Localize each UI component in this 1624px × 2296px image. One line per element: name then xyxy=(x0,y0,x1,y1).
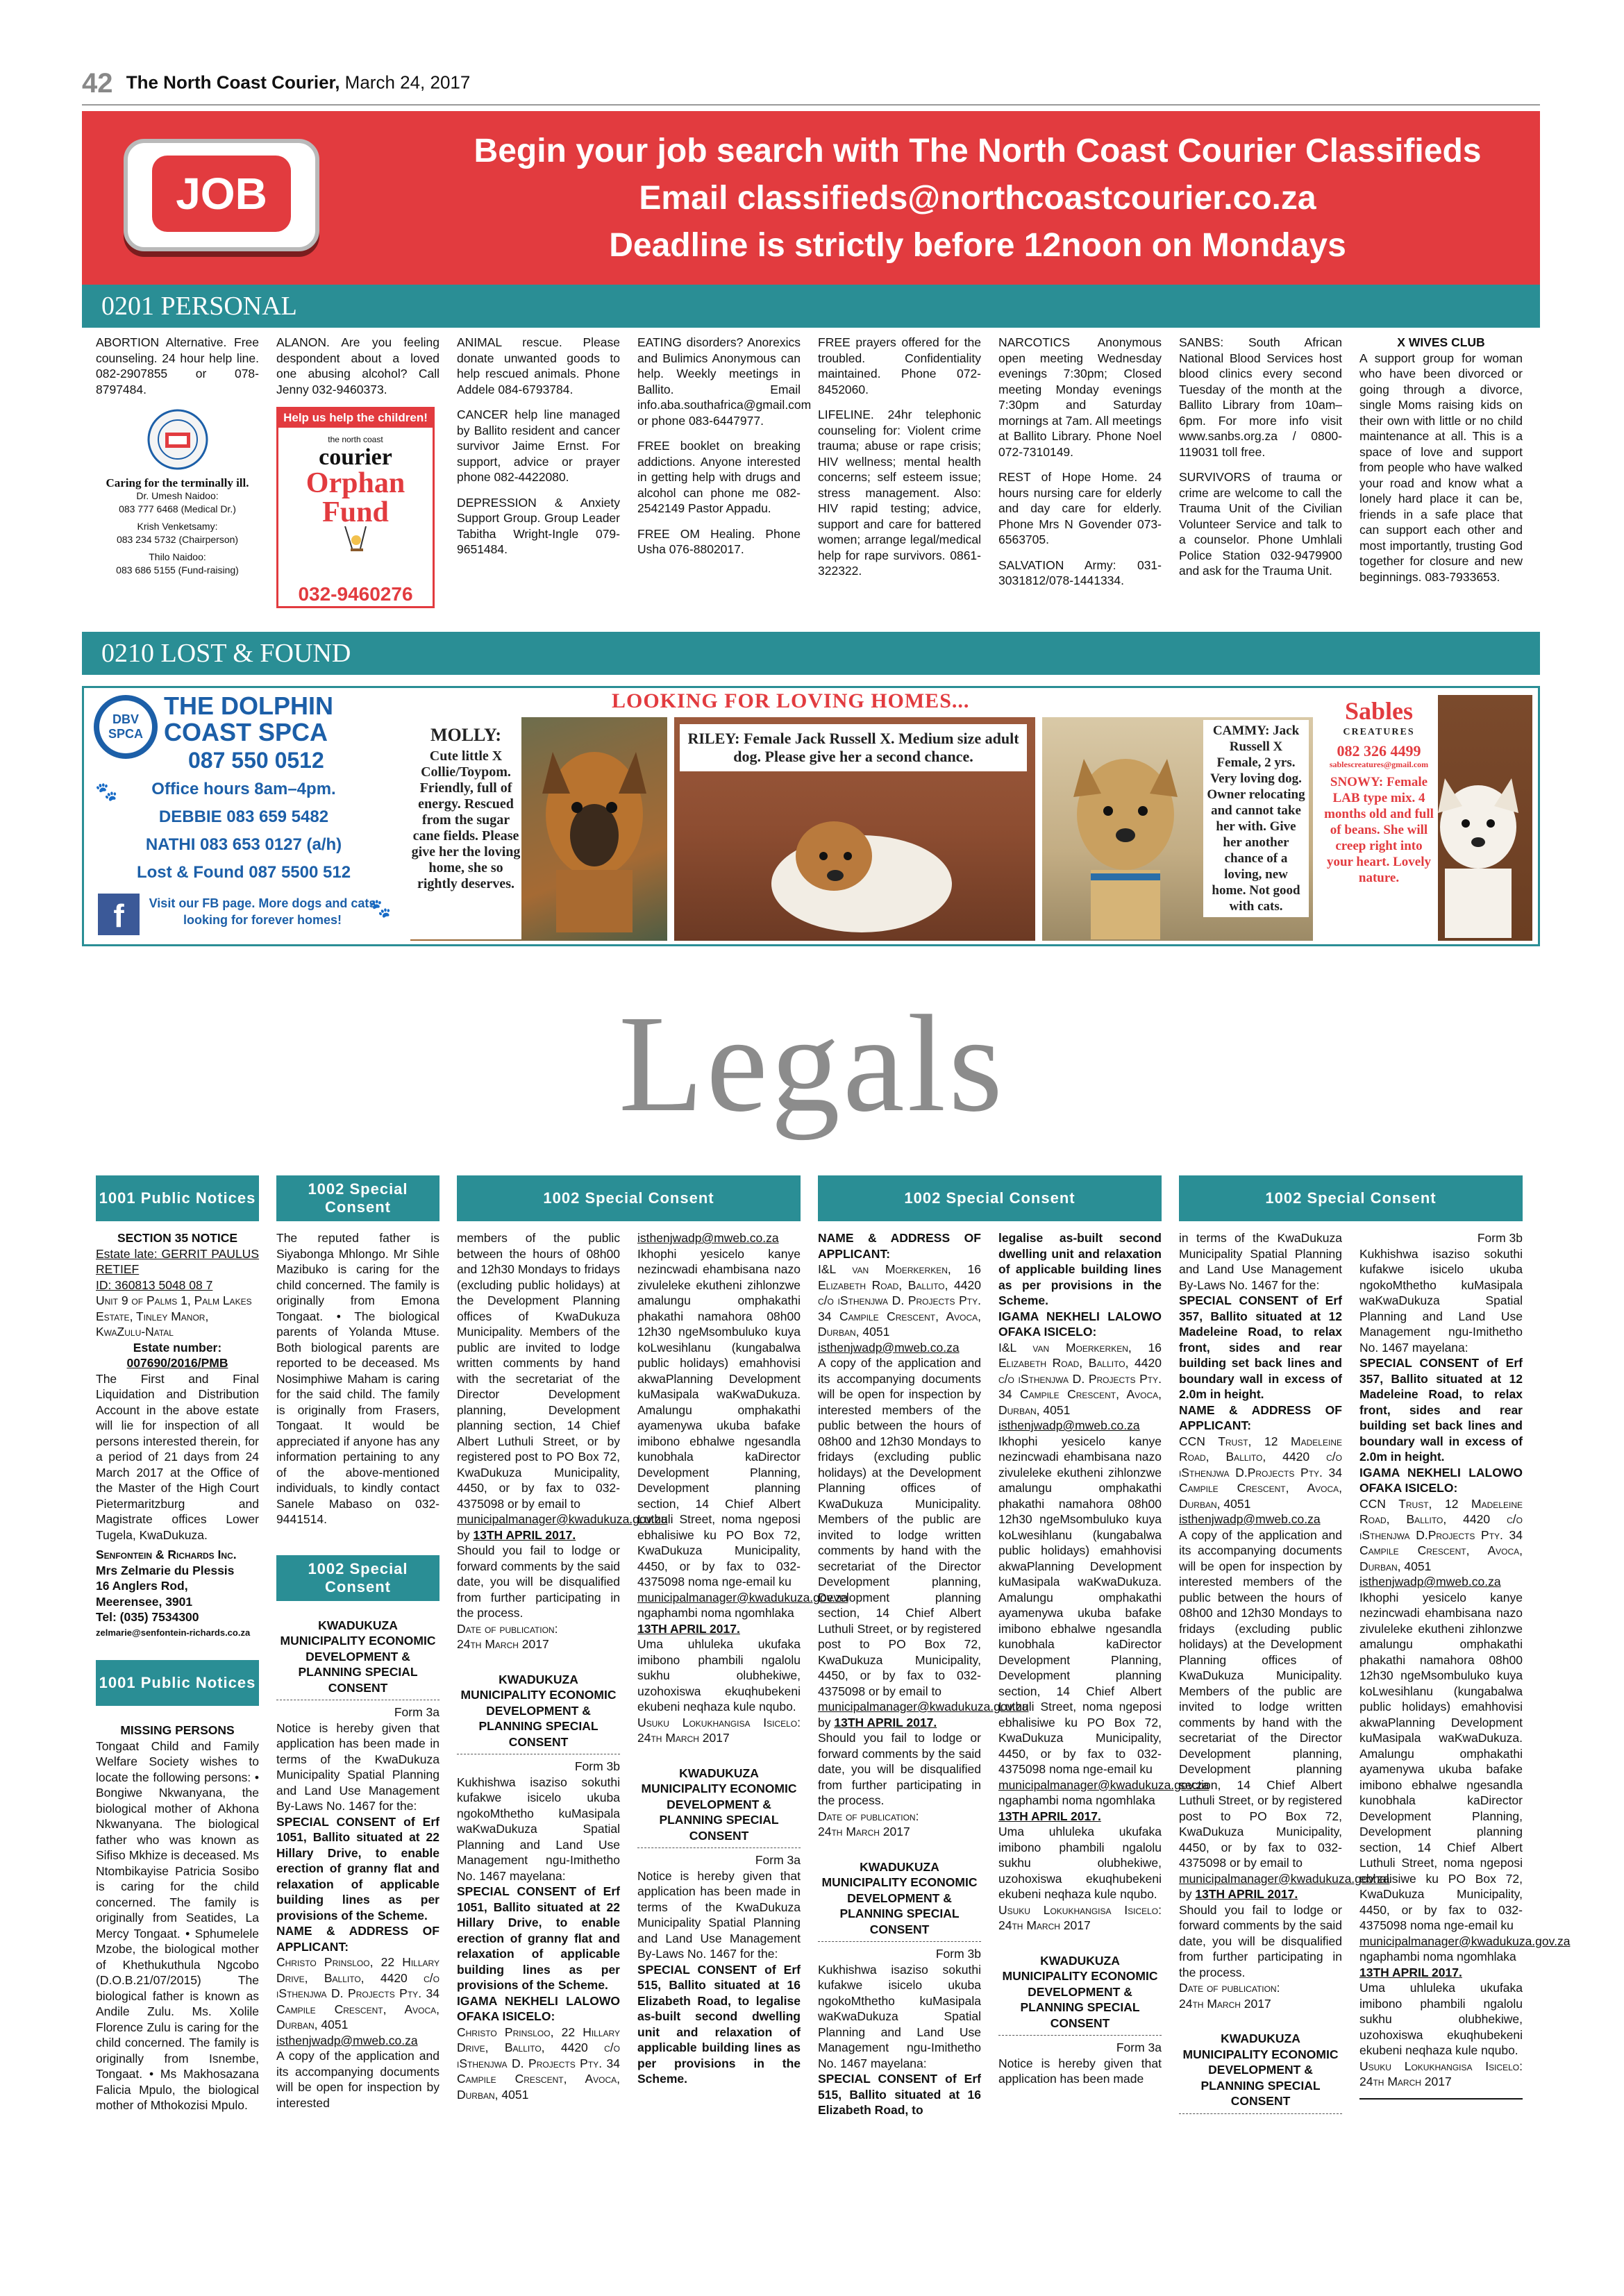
cat-1001-public-notices: 1001 Public Notices xyxy=(96,1175,259,1221)
ngaphambi-text: ngaphambi noma ngomhlaka xyxy=(1359,1950,1516,1963)
fail-text: Should you fail to lodge or forward comments by the said date, you will be disqualified from further participating in the process. xyxy=(1179,1902,1342,1979)
hospice-caption: Caring for the terminally ill. xyxy=(106,476,249,489)
municipal-email[interactable]: municipalmanager@kwadukuza.gov.za xyxy=(1359,1934,1571,1948)
legals-title xyxy=(0,984,1624,1143)
spca-office-hours: Office hours 8am–4pm. xyxy=(151,780,336,798)
estate-number: 007690/2016/PMB xyxy=(126,1356,228,1370)
estate-late: Estate late: GERRIT PAULUS RETIEF xyxy=(96,1246,259,1276)
hospice-line: Dr. Umesh Naidoo: xyxy=(136,490,219,501)
zulu-body: Ikhophi yesicelo kanye nezincwadi ehambisana nazo zivuleleke ekutheni zihlonzwe amalungu omphakathi phakathi namahora 08h00 12h30 ngeMsombuluko kuya koLwesihlanu (kungabalwa public holidays) emahhovisi akwaPlanning Development kuMasipala waKwaDukuza. Amalungu omphakathi ayamenywa ukuba bafake imibono ebhalwe ngesandla kunobhala kaDirector Development Planning, Development planning section, 14 Chief Albert Luthuli Street, noma ngeposi ebhalisiwe ku PO Box 72, KwaDukuza Municipality, 4450, or by fax to 032-4375098 noma nge-email ku xyxy=(998,1434,1162,1776)
by-text: by xyxy=(1179,1887,1192,1901)
applicant-email[interactable]: isthenjwadp@mweb.co.za xyxy=(1359,1575,1501,1589)
riley-caption: RILEY: Female Jack Russell X. Medium size adult dog. Please give her a second chance. xyxy=(680,724,1027,771)
publication-label: Date of publication: xyxy=(1179,1981,1280,1995)
sables-email: sablescreatures@gmail.com xyxy=(1329,760,1429,769)
deadline-date: 13TH APRIL 2017. xyxy=(834,1715,937,1729)
svg-text:SPCA: SPCA xyxy=(108,727,144,741)
notice-cancer: CANCER help line managed by Ballito resident and cancer survivor Jaime Ernst. For support, advice or prayer phone 082-4422080. xyxy=(457,408,620,484)
municipal-email[interactable]: municipalmanager@kwadukuza.gov.za xyxy=(998,1777,1209,1792)
copy-text: A copy of the application and its accompanying documents will be open for inspection by interested xyxy=(276,2049,440,2110)
legals-col-2 xyxy=(276,1230,440,2111)
firm-tel: Tel: (035) 7534300 xyxy=(96,1610,199,1624)
form-label: Form 3b xyxy=(574,1759,620,1773)
by-text: by xyxy=(818,1715,831,1729)
section-heading-lost-found: 0210 LOST & FOUND xyxy=(82,632,1540,675)
hospice-ad xyxy=(96,407,259,577)
publication-label: Date of publication: xyxy=(818,1809,919,1823)
kwadukuza-heading: KWADUKUZA MUNICIPALITY ECONOMIC DEVELOPMENT & PLANNING SPECIAL CONSENT xyxy=(460,1672,617,1749)
sables-sub: CREATURES xyxy=(1343,727,1415,737)
estate-number-label: Estate number: xyxy=(133,1340,222,1355)
zulu-notice: Kukhishwa isaziso sokuthi kufakwe isicelo ukuba ngokoMthetho kuMasipala waKwaDukuza Spatial Planning and Land Use Management ngu-Imithetho No. 1467 mayelana: xyxy=(1359,1246,1523,1355)
applicant-email[interactable]: isthenjwadp@mweb.co.za xyxy=(276,2033,418,2047)
issue-date: March 24, 2017 xyxy=(344,72,471,93)
personal-col-8 xyxy=(1359,335,1523,594)
banner-text xyxy=(443,128,1512,269)
cat-1002-special-consent: 1002 Special Consent xyxy=(276,1555,440,1601)
fail-text: Should you fail to lodge or forward comments by the said date, you will be disqualified from further participating in the process. xyxy=(457,1543,620,1620)
hospice-line: 083 234 5732 (Chairperson) xyxy=(116,534,239,545)
municipal-email[interactable]: municipalmanager@kwadukuza.gov.za xyxy=(457,1512,668,1526)
cat-1002-special-consent: 1002 Special Consent xyxy=(276,1175,440,1221)
igama-label: IGAMA NEKHELI LALOWO OFAKA ISICELO: xyxy=(998,1309,1162,1339)
sables-brand: Sables xyxy=(1344,697,1414,725)
applicant: I&L van Moerkerken, 16 Elizabeth Road, Ballito, 4420 c/o iSthenjwa D. Projects Pty. 34 Campile Crescent, Avoca, Durban, 4051 xyxy=(818,1262,981,1339)
applicant: Christo Prinsloo, 22 Hillary Drive, Ballito, 4420 c/o iSthenjwa D. Projects Pty. 34 Campile Crescent, Avoca, Durban, 4051 xyxy=(457,2025,620,2102)
notice-lifeline: LIFELINE. 24hr telephonic counseling for: Violent crime trauma; abuse or rape crisis; HIV wellness; mental health concerns; self esteem issue; stress management. Also: HIV rapid testing; advice, support and care for battered women; arrange legal/medical help for rape survivors. 0861-322322. xyxy=(818,408,981,578)
notice-consent: SPECIAL CONSENT of Erf 357, Ballito situated at 12 Madeleine Road, to relax front, sides and rear building set back lines and boundary wall in excess of 2.0m in height. xyxy=(1179,1293,1342,1401)
usuku-text: Usuku Lokukhangisa Isicelo: 24th March 2017 xyxy=(1359,2059,1523,2088)
deadline-date: 13TH APRIL 2017. xyxy=(1359,1965,1462,1979)
applicant: CCN Trust, 12 Madeleine Road, Ballito, 4420 c/o iSthenjwa D.Projects Pty. 34 Campile Crescent, Avoca, Durban, 4051 xyxy=(1179,1434,1342,1511)
publication-date: 24th March 2017 xyxy=(457,1637,549,1651)
notice-salvation: SALVATION Army: 031-3031812/078-1441334. xyxy=(998,558,1162,587)
zulu-notice: Kukhishwa isaziso sokuthi kufakwe isicelo ukuba ngokoMthetho kuMasipala waKwaDukuza Spatial Planning and Land Use Management ngu-Imithetho No. 1467 mayelana: xyxy=(457,1775,620,1883)
photo-cammy xyxy=(1042,717,1313,941)
copy-text-cont: members of the public between the hours of 08h00 and 12h30 Mondays to fridays (excluding public holidays) at the Development Planning offices of KwaDukuza Municipality. Members of the public are invited to lodge written comments by hand with the secretariat of the Director Development planning, Development planning section, 14 Chief Albert Luthuli Street, or by registered post to PO Box 72, KwaDukuza Municipality, 4450, or by fax to 032-4375098 or by email to xyxy=(457,1231,620,1511)
orphan-brand: courier xyxy=(319,444,392,470)
orphan-brand-small: the north coast xyxy=(328,434,383,444)
zulu-notice: Kukhishwa isaziso sokuthi kufakwe isicelo ukuba ngokoMthetho kuMasipala waKwaDukuza Spatial Planning and Land Use Management ngu-Imithetho No. 1467 mayelana: xyxy=(818,1962,981,2070)
ngaphambi-text: ngaphambi noma ngomhlaka xyxy=(637,1606,794,1620)
notice-survivors: SURVIVORS of trauma or crime are welcome to call the Trauma Unit of the Civilian Volunteer Service and talk to a counselor. Phone Umhlali Police Station 032-9479900 and ask for the Trauma Unit. xyxy=(1179,470,1342,578)
kwadukuza-heading: KWADUKUZA MUNICIPALITY ECONOMIC DEVELOPMENT & PLANNING SPECIAL CONSENT xyxy=(821,1859,978,1936)
personal-col-6 xyxy=(998,335,1162,598)
form-label: Form 3a xyxy=(755,1853,801,1867)
paper-name: The North Coast Courier, xyxy=(126,72,340,93)
firm-address-2: Meerensee, 3901 xyxy=(96,1594,193,1609)
uma-text: Uma uhluleka ukufaka imibono phambili ngalolu sukhu olubhekiwe, uzohoxiswa ekuqhubekeni ekubeni neqhaza kule nqubo. xyxy=(998,1825,1162,1901)
estate-address: Unit 9 of Palms 1, Palm Lakes Estate, Tinley Manor, KwaZulu-Natal xyxy=(96,1293,252,1339)
notice-consent: SPECIAL CONSENT of Erf 1051, Ballito situated at 22 Hillary Drive, to enable erection of granny flat and relaxation of applicable building lines as per provisions of the Scheme. xyxy=(276,1814,440,1922)
page-number: 42 xyxy=(82,68,113,99)
hospice-line: 083 777 6468 (Medical Dr.) xyxy=(119,503,236,514)
igama-label: IGAMA NEKHELI LALOWO OFAKA ISICELO: xyxy=(1359,1465,1523,1495)
personal-col-7 xyxy=(1179,335,1342,589)
divider xyxy=(818,1941,981,1942)
orphan-title-1: Orphan xyxy=(305,467,405,499)
firm-contact: Mrs Zelmarie du Plessis xyxy=(96,1563,235,1577)
paw-icon: 🐾 xyxy=(369,898,392,919)
notice-booklet: FREE booklet on breaking addictions. Anyone interested in getting help with drugs and alcohol can phone me 082-2542149 Pastor Appadu. xyxy=(637,439,801,515)
snowy-desc: SNOWY: Female LAB type mix. 4 months old and full of beans. She will creep right into your heart. Lovely nature. xyxy=(1324,775,1434,885)
notice-text: Notice is hereby given that application has been made xyxy=(998,2056,1162,2086)
spca-debbie: DEBBIE 083 659 5482 xyxy=(158,807,329,826)
sables-caption xyxy=(1320,695,1438,941)
molly-caption xyxy=(410,717,521,939)
zulu-consent-cont: legalise as-built second dwelling unit and relaxation of applicable building lines as per provisions in the Scheme. xyxy=(998,1231,1162,1307)
section35-body: The First and Final Liquidation and Distribution Account in the above estate will lie for inspection of all persons interested therein, for a period of 21 days from 24 March 2017 at the Office of the Master of the High Court Pietermaritzburg and Magistrate offices Lower Tugela, KwaDukuza. xyxy=(96,1371,259,1542)
personal-col-5 xyxy=(818,335,981,589)
form-label: Form 3b xyxy=(1477,1231,1523,1245)
firm-name: Senfontein & Richards Inc. xyxy=(96,1548,237,1561)
notice-text: Notice is hereby given that application has been made in terms of the KwaDukuza Municipality Spatial Planning and Land Use Management By-Laws No. 1467 for the: xyxy=(637,1868,801,1961)
notice-abortion: ABORTION Alternative. Free counseling. 24 hour help line. 082-2907855 or 078-8797484. xyxy=(96,335,259,396)
name-address-label: NAME & ADDRESS OF APPLICANT: xyxy=(276,1924,440,1954)
deadline-date: 13TH APRIL 2017. xyxy=(637,1621,740,1636)
divider xyxy=(998,2035,1162,2036)
legals-col-7 xyxy=(1179,1230,1390,2118)
fail-text: Should you fail to lodge or forward comments by the said date, you will be disqualified from further participating in the process. xyxy=(818,1731,981,1807)
hospice-line: Thilo Naidoo: xyxy=(149,551,206,562)
spca-panel xyxy=(91,692,400,942)
notice-alanon: ALANON. Are you feeling despondent about a loved one abusing alcohol? Call Jenny 032-9460373. xyxy=(276,335,440,396)
firm-email: zelmarie@senfontein-richards.co.za xyxy=(96,1627,251,1638)
municipal-email[interactable]: municipalmanager@kwadukuza.gov.za xyxy=(1179,1871,1390,1886)
zulu-consent: SPECIAL CONSENT of Erf 1051, Ballito situated at 22 Hillary Drive, to enable erection of granny flat and relaxation of applicable building lines as per provisions of the Scheme. xyxy=(457,1884,620,1992)
legals-title-text: Legals xyxy=(618,987,1006,1141)
spca-fb-text: Visit our FB page. More dogs and cats looking for forever homes! xyxy=(149,896,376,927)
legals-col-1 xyxy=(96,1230,259,2118)
banner-line-1: Begin your job search with The North Coast Courier Classifieds xyxy=(474,133,1482,169)
personal-col-2 xyxy=(276,335,440,608)
notice-text: Notice is hereby given that application has been made in terms of the KwaDukuza Municipality Spatial Planning and Land Use Management By-Laws No. 1467 for the: xyxy=(276,1720,440,1813)
facebook-icon[interactable]: f xyxy=(98,894,140,935)
applicant-email[interactable]: isthenjwadp@mweb.co.za xyxy=(818,1340,960,1355)
notice-sanbs: SANBS: South African National Blood Services host blood clinics every second Tuesday of the month at the Ballito Library from 10am–6pm. For more info visit www.sanbs.org.za / 0800-119031 toll free. xyxy=(1179,335,1342,459)
end-rule xyxy=(1359,2098,1523,2100)
dog-icon xyxy=(757,794,966,939)
copy-text: A copy of the application and its accompanying documents will be open for inspection by interested members of the public between the hours of 08h00 and 12h30 Mondays to fridays (excluding public holidays) at the Development Planning offices of KwaDukuza Municipality. Members of the public are invited to lodge written comments by hand with the secretariat of the Director Development planning, Development planning section, 14 Chief Albert Luthuli Street, or by registered post to PO Box 72, KwaDukuza Municipality, 4450, or by fax to 032-4375098 or by email to xyxy=(818,1356,981,1698)
igama-label: IGAMA NEKHELI LALOWO OFAKA ISICELO: xyxy=(457,1993,620,2023)
sables-phone: 082 326 4499 xyxy=(1337,742,1421,760)
paw-icon: 🐾 xyxy=(95,781,118,802)
legals-col-5 xyxy=(818,1230,1029,2118)
notice-animal: ANIMAL rescue. Please donate unwanted goods to help rescued animals. Phone Addele 084-6793784. xyxy=(457,335,620,396)
divider xyxy=(637,1847,801,1848)
applicant: Christo Prinsloo, 22 Hillary Drive, Ballito, 4420 c/o iSthenjwa D. Projects Pty. 34 Campile Crescent, Avoca, Durban, 4051 xyxy=(276,1955,440,2031)
dog-icon xyxy=(528,731,660,932)
municipal-email[interactable]: municipalmanager@kwadukuza.gov.za xyxy=(818,1700,1029,1713)
personal-col-4 xyxy=(637,335,812,567)
kwadukuza-heading: KWADUKUZA MUNICIPALITY ECONOMIC DEVELOPMENT & PLANNING SPECIAL CONSENT xyxy=(641,1766,797,1843)
form-label: Form 3b xyxy=(935,1947,981,1961)
lost-found-ad xyxy=(82,686,1540,946)
applicant: CCN Trust, 12 Madeleine Road, Ballito, 4420 c/o iSthenjwa D.Projects Pty. 34 Campile Crescent, Avoca, Durban, 4051 xyxy=(1359,1496,1523,1573)
orphan-help-text: Help us help the children! xyxy=(278,409,433,428)
banner-line-3: Deadline is strictly before 12noon on Mondays xyxy=(609,227,1346,264)
photo-molly xyxy=(410,717,667,941)
notice-om: FREE OM Healing. Phone Usha 076-8802017. xyxy=(637,526,801,556)
spca-title-2: COAST SPCA xyxy=(164,718,328,746)
spca-phone: 087 550 0512 xyxy=(188,748,324,773)
deadline-date: 13TH APRIL 2017. xyxy=(998,1809,1101,1823)
divider xyxy=(1179,2113,1342,2114)
uma-text: Uma uhluleka ukufaka imibono phambili ngalolu sukhu olubhekiwe, uzohoxiswa ekuqhubekeni ekubeni neqhaza kule nqubo. xyxy=(1359,1981,1523,2057)
missing-persons-title: MISSING PERSONS xyxy=(120,1723,235,1737)
legals-col-8 xyxy=(1359,1230,1571,2100)
name-address-label: NAME & ADDRESS OF APPLICANT: xyxy=(818,1231,981,1261)
photo-riley xyxy=(674,717,1035,941)
uma-text: Uma uhluleka ukufaka imibono phambili ngalolu sukhu olubhekiwe, uzohoxiswa ekuqhubekeni ekubeni neqhaza kule nqubo. xyxy=(637,1637,801,1713)
molly-name: MOLLY: xyxy=(430,725,502,745)
publication-date: 24th March 2017 xyxy=(1179,1996,1271,2011)
notice-xwives: A support group for woman who have been divorced or going through a divorce, single Moms raising kids on their own with little or no child maintenance at all. This is a space of love and support from people who have walked your road and know what a lonely hard place it can be, friends in a safe place that can support each other and most importantly, trusting God together for closure and new beginnings. 083-7933653. xyxy=(1359,351,1523,584)
section-heading-personal: 0201 PERSONAL xyxy=(82,285,1540,328)
orphan-phone: 032-9460276 xyxy=(298,583,413,605)
estate-id: ID: 360813 5048 08 7 xyxy=(96,1277,213,1292)
job-banner[interactable] xyxy=(82,111,1540,288)
applicant-email[interactable]: isthenjwadp@mweb.co.za xyxy=(1179,1512,1321,1526)
notice-rest-of-hope: REST of Hope Home. 24 hours nursing care for elderly and day care for elderly. Phone Mrs N Govender 073-6563705. xyxy=(998,470,1162,546)
cat-1002-special-consent: 1002 Special Consent xyxy=(457,1175,801,1221)
applicant-email[interactable]: isthenjwadp@mweb.co.za xyxy=(998,1418,1140,1432)
usuku-text: Usuku Lokukhangisa Isicelo: 24th March 2017 xyxy=(998,1902,1162,1932)
usuku-text: Usuku Lokukhangisa Isicelo: 24th March 2017 xyxy=(637,1715,801,1745)
deadline-date: 13TH APRIL 2017. xyxy=(1195,1887,1298,1901)
legals-col-3 xyxy=(457,1230,668,2102)
zulu-consent: SPECIAL CONSENT of Erf 357, Ballito situated at 12 Madeleine Road, to relax front, sides and rear building set back lines and boundary wall in excess of 2.0m in height. xyxy=(1359,1356,1523,1464)
spca-lost-found: Lost & Found 087 5500 512 xyxy=(136,863,351,882)
notice-text-cont: in terms of the KwaDukuza Municipality Spatial Planning and Land Use Management By-Laws No. 1467 for the: xyxy=(1179,1231,1342,1292)
spca-badge-icon xyxy=(91,692,160,762)
orphan-fund-ad xyxy=(276,407,435,608)
publication-label: Date of publication: xyxy=(457,1621,558,1636)
publication-date: 24th March 2017 xyxy=(818,1825,910,1838)
legals-col-4 xyxy=(637,1230,848,2087)
zulu-consent: SPECIAL CONSENT of Erf 515, Ballito situated at 16 Elizabeth Road, to xyxy=(818,2072,981,2117)
zulu-body: Ikhophi yesicelo kanye nezincwadi ehambisana nazo zivuleleke ekutheni zihlonzwe amalungu omphakathi phakathi namahora 08h00 12h30 ngeMsombuluko kuya koLwesihlanu (kungabalwa public holidays) emahhovisi akwaPlanning Development kuMasipala waKwaDukuza. Amalungu omphakathi ayamenywa ukuba bafake imibono ebhalwe ngesandla kunobhala kaDirector Development Planning, Development planning section, 14 Chief Albert Luthuli Street, noma ngeposi ebhalisiwe ku PO Box 72, KwaDukuza Municipality, 4450, or by fax to 032-4375098 noma nge-email ku xyxy=(1359,1590,1523,1932)
xwives-title: X WIVES CLUB xyxy=(1397,335,1485,349)
deadline-date: 13TH APRIL 2017. xyxy=(473,1527,576,1542)
notice-eating: EATING disorders? Anorexics and Bulimics Anonymous can help. Weekly meetings in Ballito. Email info.aba.southafrica@gmail.com or phone 083-6447977. xyxy=(637,335,812,428)
missing-persons-body: Tongaat Child and Family Welfare Society wishes to locate the following persons: • Bongiwe Nkwanyana, the biological mother of Akhona Nkwanyana. The biological father who was known as Sifiso Mkhize is deceased. Ms Ntombikayise Patricia Sosibo is caring for the child concerned. The family is originally from Seatides, La Mercy Tongaat. • Sphumelele Mzobe, the biological mother of Khethukuthula Ngcobo (D.O.B.21/07/2015) The biological father is known as Andile Zulu. Ms. Xolile Florence Zulu is caring for the child concerned. The family is originally from Isnembe, Tongaat. • Ms Makhosazana Falicia Mpulo, the biological mother of Mthokozisi Mpulo. xyxy=(96,1738,259,2112)
svg-text:DBV: DBV xyxy=(112,712,140,726)
molly-desc: Cute little X Collie/Toypom. Friendly, full of energy. Rescued from the sugar cane fields. Please give her the loving home, she so rightly deserves. xyxy=(411,748,521,891)
personal-col-1 xyxy=(96,335,259,577)
dog-icon xyxy=(1424,764,1532,938)
page-header xyxy=(82,68,470,99)
cat-1002-special-consent: 1002 Special Consent xyxy=(818,1175,1162,1221)
notice-depression: DEPRESSION & Anxiety Support Group. Group Leader Tabitha Wright-Ingle 079-9651484. xyxy=(457,495,620,556)
banner-line-2: Email classifieds@northcoastcourier.co.za xyxy=(639,180,1316,217)
applicant-email[interactable]: isthenjwadp@mweb.co.za xyxy=(637,1231,779,1245)
notice-prayers: FREE prayers offered for the troubled. Confidentiality maintained. Phone 072-8452060. xyxy=(818,335,981,396)
kwadukuza-heading: KWADUKUZA MUNICIPALITY ECONOMIC DEVELOPMENT & PLANNING SPECIAL CONSENT xyxy=(280,1618,436,1695)
municipal-email[interactable]: municipalmanager@kwadukuza.gov.za xyxy=(637,1590,848,1604)
firm-address-1: 16 Anglers Rod, xyxy=(96,1579,188,1593)
section35-title: SECTION 35 NOTICE xyxy=(117,1231,238,1245)
by-text: by xyxy=(457,1527,470,1542)
job-badge-icon: JOB xyxy=(124,139,319,251)
personal-col-3 xyxy=(457,335,620,567)
cammy-caption: CAMMY: Jack Russell X Female, 2 yrs. Very loving dog. Owner relocating and cannot take her with. Give her another chance of a loving, new home. Not good with cats. xyxy=(1203,720,1309,917)
ngaphambi-text: ngaphambi noma ngomhlaka xyxy=(998,1793,1155,1807)
kwadukuza-heading: KWADUKUZA MUNICIPALITY ECONOMIC DEVELOPMENT & PLANNING SPECIAL CONSENT xyxy=(1002,1953,1158,2030)
spca-title-1: THE DOLPHIN xyxy=(164,692,334,720)
form-label: Form 3a xyxy=(1116,2041,1162,2054)
spca-nathi: NATHI 083 653 0127 (a/h) xyxy=(145,835,342,854)
form-label: Form 3a xyxy=(394,1705,440,1719)
zulu-body: Ikhophi yesicelo kanye nezincwadi ehambisana nazo zivuleleke ekutheni zihlonzwe amalungu omphakathi phakathi namahora 08h00 12h30 ngeMsombuluko kuya koLwesihlanu (kungabalwa public holidays) emahhovisi akwaPlanning Development kuMasipala waKwaDukuza. Amalungu omphakathi ayamenywa ukuba bafake imibono ebhalwe ngesandla kunobhala kaDirector Development Planning, Development planning section, 14 Chief Albert Luthuli Street, noma ngeposi ebhalisiwe ku PO Box 72, KwaDukuza Municipality, 4450, or by fax to 032-4375098 noma nge-email ku xyxy=(637,1246,801,1589)
child-swing-icon xyxy=(331,526,380,564)
legals-col-6 xyxy=(998,1230,1209,2087)
hospice-line: 083 686 5155 (Fund-raising) xyxy=(116,564,239,576)
notice-consent: SPECIAL CONSENT of Erf 515, Ballito situated at 16 Elizabeth Road, to legalise as-built second dwelling unit and relaxation of applicable building lines as per provisions in the Scheme. xyxy=(637,1962,801,2086)
cat-1002-special-consent: 1002 Special Consent xyxy=(1179,1175,1523,1221)
photo-snowy xyxy=(1320,695,1532,941)
applicant: I&L van Moerkerken, 16 Elizabeth Road, Ballito, 4420 c/o iSthenjwa D. Projects Pty. 34 Campile Crescent, Avoca, Durban, 4051 xyxy=(998,1340,1162,1417)
cat-1001-public-notices: 1001 Public Notices xyxy=(96,1660,259,1706)
dog-icon xyxy=(1049,738,1202,939)
hospice-line: Krish Venketsamy: xyxy=(137,521,218,532)
copy-text: A copy of the application and its accompanying documents will be open for inspection by interested members of the public between the hours of 08h00 and 12h30 Mondays to fridays (excluding public holidays) at the Development Planning offices of KwaDukuza Municipality. Members of the public are invited to lodge written comments by hand with the secretariat of the Director Development planning, Development planning section, 14 Chief Albert Luthuli Street, or by registered post to PO Box 72, KwaDukuza Municipality, 4450, or by fax to 032-4375098 or by email to xyxy=(1179,1527,1342,1870)
kwadukuza-heading: KWADUKUZA MUNICIPALITY ECONOMIC DEVELOPMENT & PLANNING SPECIAL CONSENT xyxy=(1182,2031,1339,2108)
notice-narcotics: NARCOTICS Anonymous open meeting Wednesday evenings 7:30pm; Closed meeting Monday evenings 7:30pm and Saturday mornings at 7am. All meetings at Ballito Library. Phone Noel 072-7310149. xyxy=(998,335,1162,459)
header-rule xyxy=(82,104,1540,106)
looking-for-homes: LOOKING FOR LOVING HOMES... xyxy=(612,689,970,712)
name-address-label: NAME & ADDRESS OF APPLICANT: xyxy=(1179,1402,1342,1432)
hospice-logo-icon xyxy=(140,407,216,473)
orphan-title-2: Fund xyxy=(322,496,389,528)
missing-persons-cont: The reputed father is Siyabonga Mhlongo. Mr Sihle Mazibuko is caring for the child concerned. The family is originally from Emona Tongaat. • The biological parents of Yolanda Mtuse. Both biological parents are reported to be deceased. Ms Nosimphiwe Maham is caring for the said child. The family is originally from Frasers, Tongaat. It would be appreciated if anyone has any information pertaining to any of the above-mentioned individuals, to kindly contact Sanele Mabaso on 032-9441514. xyxy=(276,1231,440,1526)
